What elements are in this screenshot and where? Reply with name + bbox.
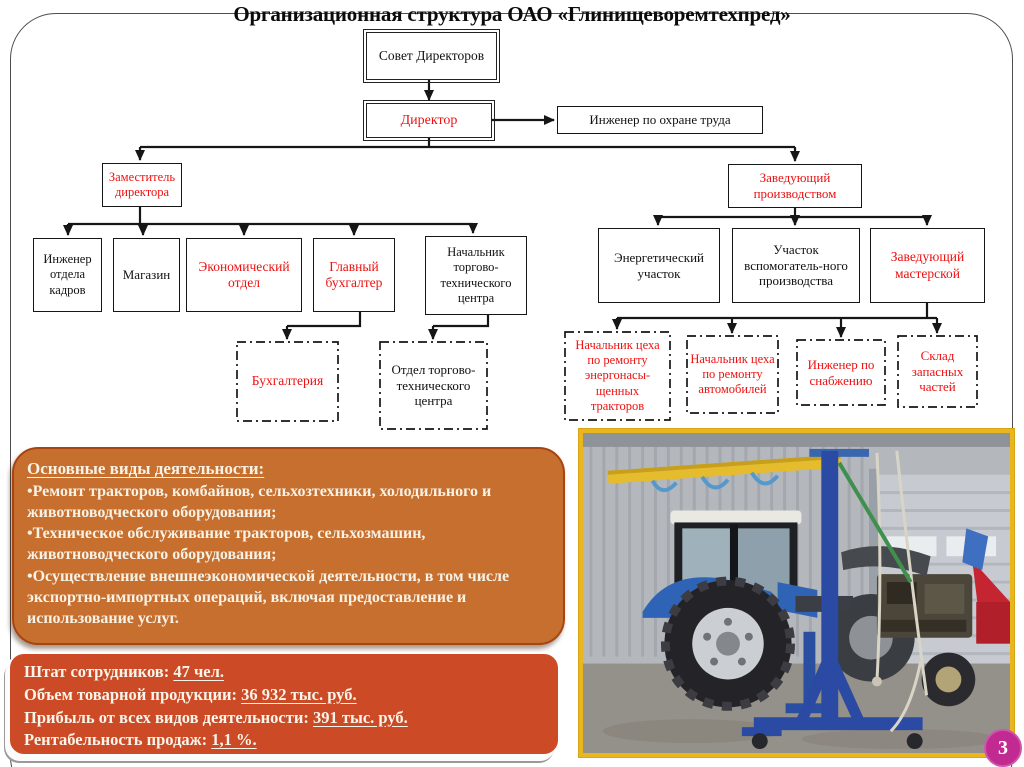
- stat-value: 47 чел.: [173, 662, 224, 681]
- workshop-photo-illustration: [583, 433, 1010, 753]
- org-node-workshop-manager: [870, 228, 985, 303]
- org-node-label: Склад запасных частей: [911, 347, 964, 395]
- org-node-label: Энергетический участок: [613, 249, 704, 281]
- org-node-energy-section: [598, 228, 720, 303]
- org-node-chief-accountant: [313, 238, 395, 312]
- org-node-label: Главный бухгалтер: [325, 258, 383, 290]
- org-node-shop: [113, 238, 180, 312]
- org-node-hr-engineer: [33, 238, 102, 312]
- org-node-label: Заместитель директора: [108, 169, 176, 199]
- org-node-label: Экономический отдел: [198, 258, 290, 290]
- stat-value: 36 932 тыс. руб.: [241, 684, 357, 704]
- activities-item: •Осуществление внешнеэкономической деятельности, в том числе экспортно-импортных операций, включая предоставление и использование услуг.: [27, 567, 510, 628]
- org-node-label: Инженер отдела кадров: [43, 252, 92, 297]
- org-node-label: Бухгалтерия: [251, 373, 324, 389]
- org-node-auxiliary-section: [732, 228, 860, 303]
- stat-line: [24, 661, 544, 684]
- workshop-photo: [578, 428, 1015, 758]
- stat-label: Штат сотрудников:: [24, 662, 174, 681]
- org-node-tractor-repair-shop-head: [565, 332, 670, 420]
- org-node-safety-engineer: [557, 106, 763, 134]
- page-number: 3: [998, 736, 1008, 759]
- org-node-label: Начальник цеха по ремонту энергонасы-щенных тракторов: [575, 337, 660, 413]
- activities-item: •Техническое обслуживание тракторов, сельхозмашин, животноводческого оборудования;: [27, 525, 426, 564]
- activities-item: •Ремонт тракторов, комбайнов, сельхозтехники, холодильного и животноводческого оборудования;: [27, 482, 492, 521]
- org-node-label: Отдел торгово-технического центра: [391, 361, 476, 409]
- org-node-trade-center-dept: [380, 342, 487, 429]
- org-node-label: Заведующий мастерской: [890, 249, 965, 281]
- org-node-label: Заведующий производством: [753, 170, 837, 201]
- org-node-label: Магазин: [122, 267, 171, 283]
- activities-heading: Основные виды деятельности:: [27, 459, 265, 478]
- org-node-director: [366, 103, 492, 138]
- stat-value: 1,1 %.: [211, 730, 257, 750]
- org-node-label: Инженер по охране труда: [589, 112, 731, 128]
- page-title: Организационная структура ОАО «Глинищеворемтехпред»: [233, 2, 791, 26]
- stats-box: [8, 652, 560, 756]
- stat-line: [24, 707, 544, 730]
- stat-line: [24, 684, 544, 707]
- page-number-badge: [984, 729, 1022, 767]
- org-node-label: Начальник цеха по ремонту автомобилей: [690, 351, 775, 397]
- stat-line: [24, 729, 544, 752]
- stat-label: Рентабельность продаж:: [24, 730, 212, 750]
- org-node-supply-engineer: [797, 340, 885, 405]
- activities-box: [12, 447, 565, 645]
- org-node-auto-repair-shop-head: [687, 336, 778, 413]
- stat-label: Объем товарной продукции:: [24, 684, 242, 704]
- org-node-label: Совет Директоров: [378, 47, 485, 63]
- org-node-board-of-directors: [366, 32, 497, 80]
- org-node-trade-center-head: [425, 236, 527, 315]
- org-node-production-manager: [728, 164, 862, 208]
- stat-label: Прибыль от всех видов деятельности:: [24, 707, 313, 727]
- org-node-label: Начальник торгово-технического центра: [440, 245, 512, 305]
- org-node-spare-parts-warehouse: [898, 336, 977, 407]
- org-node-label: Директор: [400, 112, 458, 128]
- org-node-label: Участок вспомогатель-ного производства: [744, 241, 848, 289]
- org-node-label: Инженер по снабжению: [807, 356, 875, 388]
- stat-value: 391 тыс. руб.: [312, 707, 408, 727]
- org-node-accounting: [237, 342, 338, 421]
- org-node-deputy-director: [102, 163, 182, 207]
- org-node-economics-dept: [186, 238, 302, 312]
